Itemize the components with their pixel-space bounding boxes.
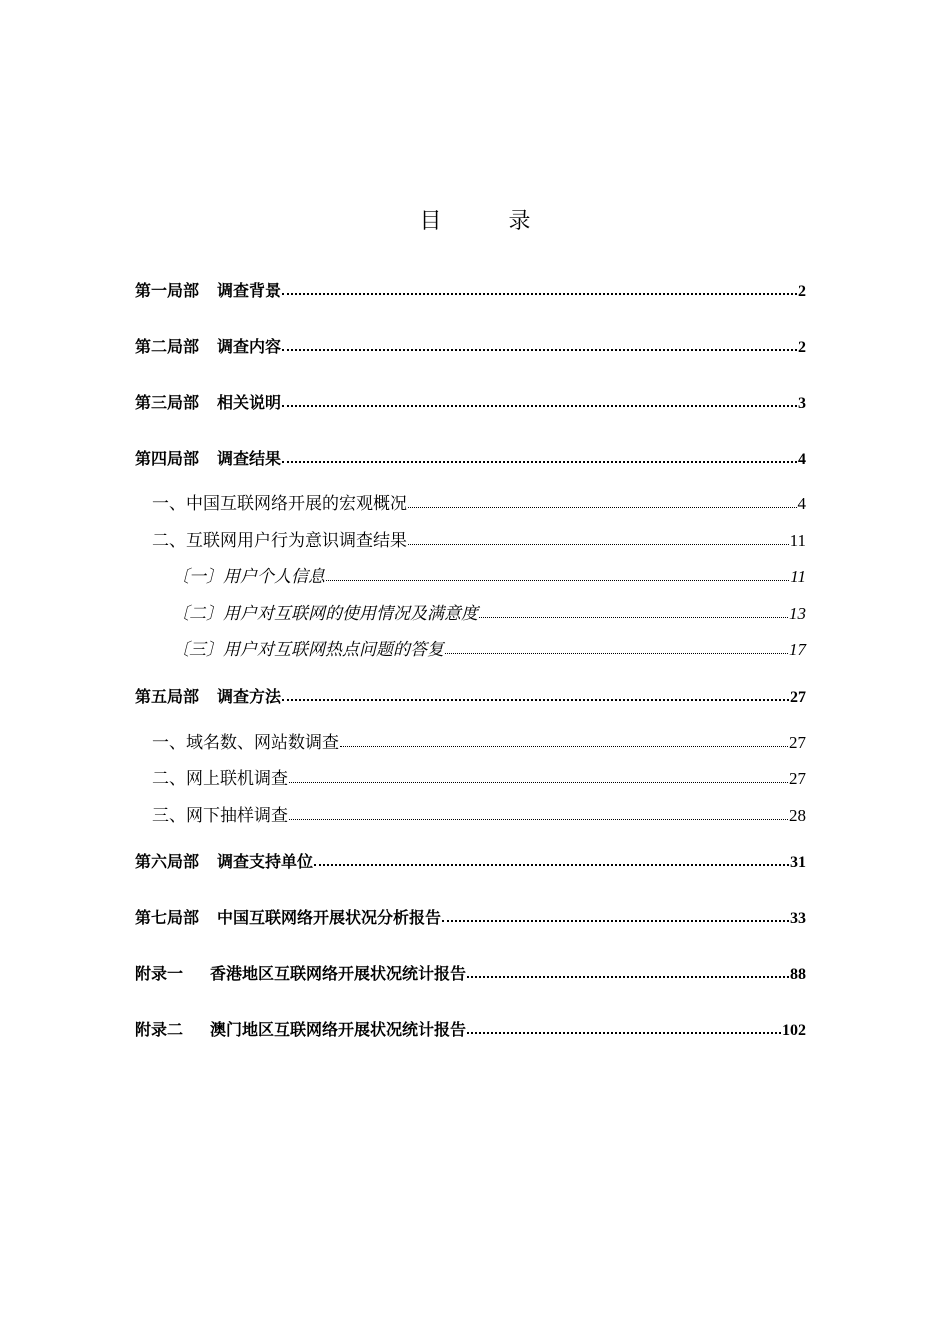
toc-entry-part: 第五局部 xyxy=(135,687,200,706)
toc-entry-label xyxy=(135,908,441,928)
dot-leader xyxy=(314,853,789,867)
toc-entry-part: 附录一 xyxy=(135,964,184,983)
toc-entry-text: 调查背景 xyxy=(217,281,282,300)
dot-leader xyxy=(289,807,788,821)
toc-entry-part: 第六局部 xyxy=(135,852,200,871)
dot-leader xyxy=(408,532,789,546)
toc-entry[interactable] xyxy=(135,769,806,789)
dot-leader xyxy=(282,338,797,352)
toc-entry[interactable] xyxy=(135,1020,806,1041)
table-of-contents xyxy=(135,0,806,1344)
dot-leader xyxy=(467,1021,781,1035)
toc-entry-text: 一、域名数、网站数调查 xyxy=(152,733,339,753)
toc-entry[interactable] xyxy=(135,640,806,660)
toc-entry[interactable] xyxy=(135,908,806,929)
toc-entry-text: 〔二〕用户对互联网的使用情况及满意度 xyxy=(172,604,478,624)
toc-entry-page: 102 xyxy=(782,1022,806,1039)
dot-leader xyxy=(340,734,788,748)
dot-leader xyxy=(408,495,797,509)
toc-entry-part: 附录二 xyxy=(135,1020,184,1039)
toc-entry-text: 〔一〕用户个人信息 xyxy=(172,567,325,587)
toc-entry-page: 27 xyxy=(789,733,806,752)
toc-entry-label xyxy=(135,852,313,872)
toc-entry-page: 11 xyxy=(790,567,806,586)
toc-entry-part: 第四局部 xyxy=(135,449,200,468)
toc-entry[interactable] xyxy=(135,449,806,470)
toc-entry-page: 13 xyxy=(789,604,806,623)
dot-leader xyxy=(289,770,788,784)
toc-entry[interactable] xyxy=(135,687,806,708)
dot-leader xyxy=(282,688,789,702)
dot-leader xyxy=(442,909,789,923)
toc-entry-page: 2 xyxy=(798,339,806,356)
toc-entry-label xyxy=(135,281,281,301)
toc-entry-text: 〔三〕用户对互联网热点问题的答复 xyxy=(172,640,444,660)
toc-entry-page: 17 xyxy=(789,640,806,659)
toc-entry-text: 调查方法 xyxy=(217,687,282,706)
toc-entry-label xyxy=(135,393,281,413)
toc-entry[interactable] xyxy=(135,393,806,414)
toc-entry-text: 澳门地区互联网络开展状况统计报告 xyxy=(210,1020,467,1039)
toc-entry[interactable] xyxy=(135,852,806,873)
toc-entry-page: 27 xyxy=(790,689,806,706)
dot-leader xyxy=(467,965,789,979)
toc-entry-label xyxy=(135,449,281,469)
toc-entry[interactable] xyxy=(135,806,806,826)
toc-entry-page: 33 xyxy=(790,910,806,927)
dot-leader xyxy=(282,394,797,408)
toc-entry-text: 二、互联网用户行为意识调查结果 xyxy=(152,531,407,551)
toc-entry-text: 调查支持单位 xyxy=(217,852,314,871)
toc-entry-text: 相关说明 xyxy=(217,393,282,412)
toc-entry[interactable] xyxy=(135,567,806,587)
toc-entry-text: 二、网上联机调查 xyxy=(152,769,288,789)
toc-entry-text: 香港地区互联网络开展状况统计报告 xyxy=(210,964,467,983)
toc-entry-page: 4 xyxy=(797,494,806,513)
dot-leader xyxy=(282,282,797,296)
toc-entry[interactable] xyxy=(135,531,806,551)
toc-entry-text: 一、中国互联网络开展的宏观概况 xyxy=(152,494,407,514)
toc-entry[interactable] xyxy=(135,964,806,985)
toc-entry-page: 2 xyxy=(798,283,806,300)
toc-entry-part: 第一局部 xyxy=(135,281,200,300)
toc-entry-page: 31 xyxy=(790,854,806,871)
toc-entry-page: 88 xyxy=(790,966,806,983)
toc-entry-text: 调查结果 xyxy=(217,449,282,468)
toc-entry[interactable] xyxy=(135,337,806,358)
toc-entry-page: 11 xyxy=(789,531,806,550)
toc-entry[interactable] xyxy=(135,733,806,753)
toc-entry-label xyxy=(135,337,281,357)
toc-entry-page: 28 xyxy=(789,806,806,825)
page-title: 目 录 xyxy=(419,209,561,234)
toc-entry[interactable] xyxy=(135,604,806,624)
dot-leader xyxy=(326,568,789,582)
toc-entry-text: 三、网下抽样调查 xyxy=(152,806,288,826)
toc-entry-page: 3 xyxy=(798,395,806,412)
toc-entry-part: 第二局部 xyxy=(135,337,200,356)
toc-entry-text: 调查内容 xyxy=(217,337,282,356)
dot-leader xyxy=(282,450,797,464)
toc-entry-part: 第三局部 xyxy=(135,393,200,412)
toc-entry-text: 中国互联网络开展状况分析报告 xyxy=(217,908,442,927)
dot-leader xyxy=(445,641,788,655)
toc-entry-page: 4 xyxy=(798,451,806,468)
toc-entry-part: 第七局部 xyxy=(135,908,200,927)
toc-entry[interactable] xyxy=(135,281,806,302)
toc-entry-label xyxy=(135,687,281,707)
dot-leader xyxy=(479,605,788,619)
toc-entry[interactable] xyxy=(135,494,806,514)
toc-entry-label xyxy=(135,1020,466,1040)
toc-entry-page: 27 xyxy=(789,769,806,788)
toc-entry-label xyxy=(135,964,466,984)
